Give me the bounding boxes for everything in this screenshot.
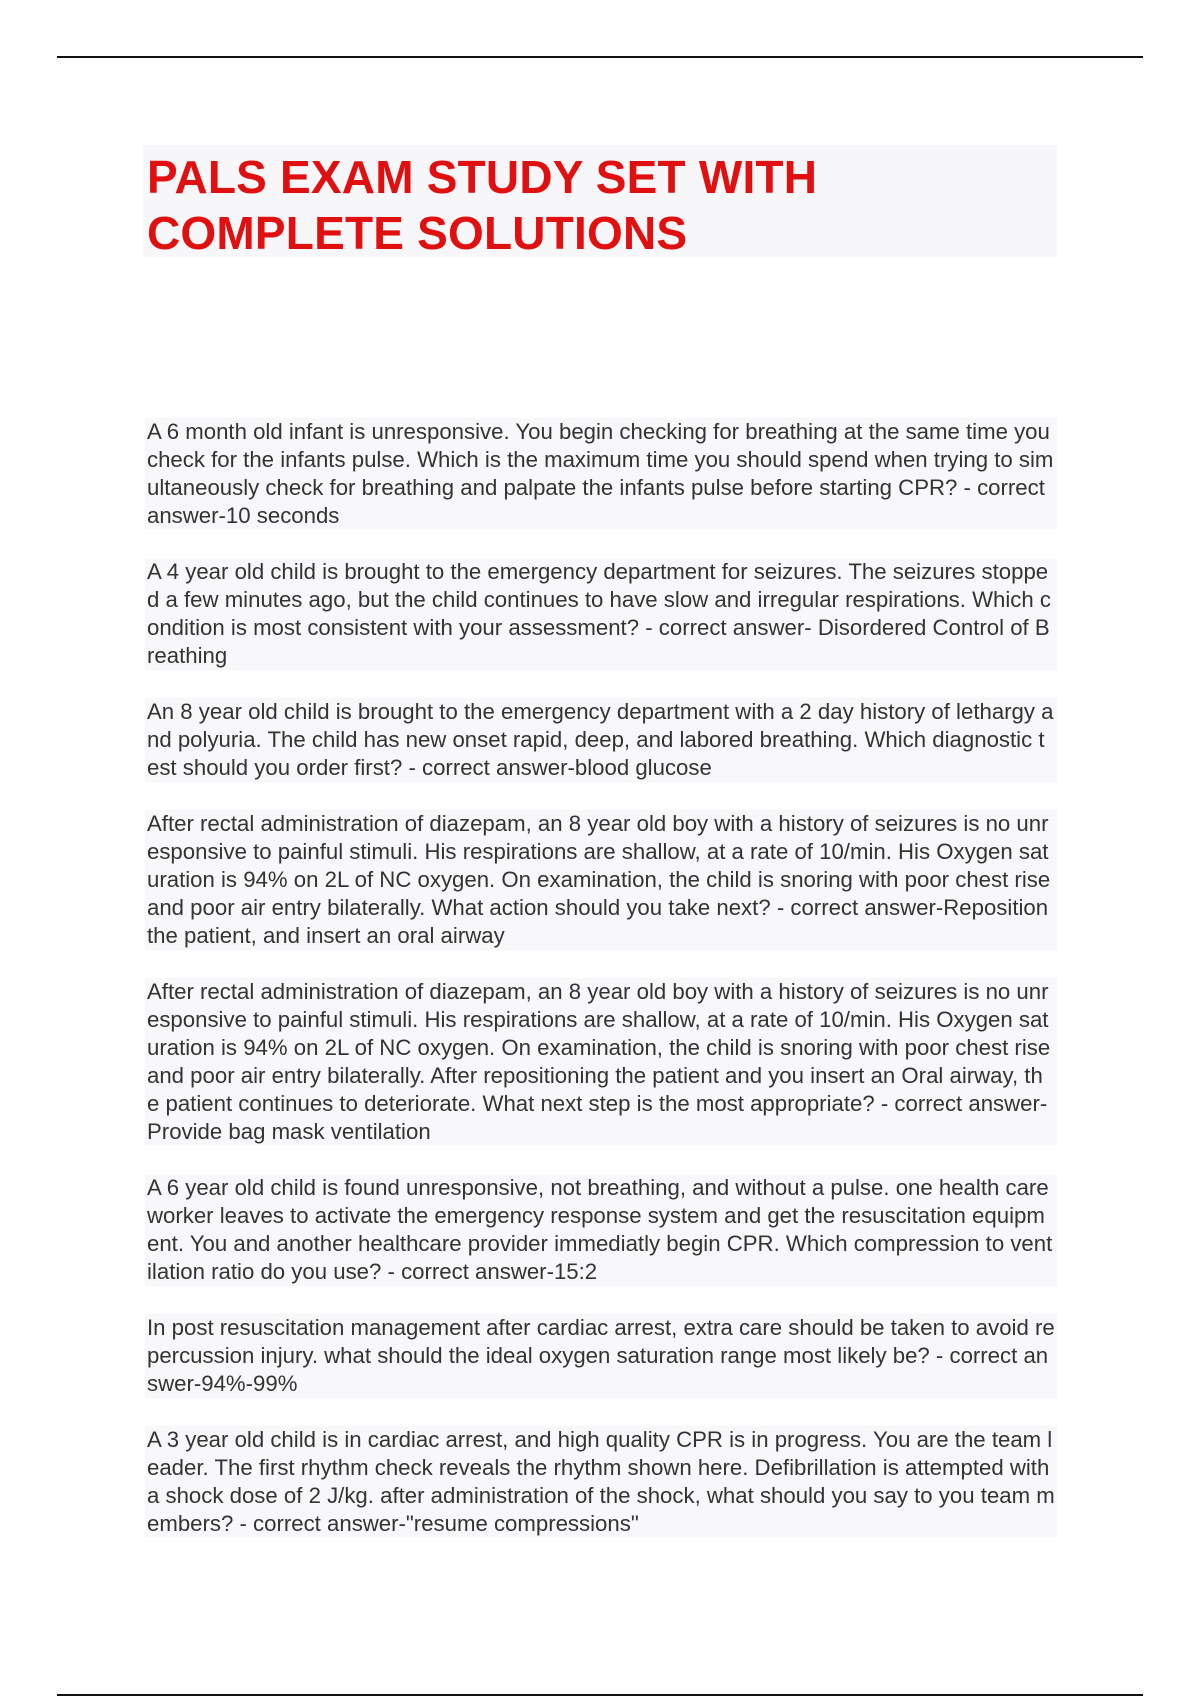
title-block [143, 145, 1057, 257]
question-answer-item: A 6 year old child is found unresponsive, not breathing, and without a pulse. one health care worker leaves to activate the emergency response system and get the resuscitation equipment. You and another healthcare provider immediatly begin CPR. Which compression to ventilation ratio do you use? - correct answer-15:2 [145, 1174, 1057, 1286]
top-rule [57, 56, 1143, 58]
question-answer-item: A 6 month old infant is unresponsive. You begin checking for breathing at the same time you check for the infants pulse. Which is the maximum time you should spend when trying to simultaneously check for breathing and palpate the infants pulse before starting CPR? - correct answer-10 seconds [145, 418, 1057, 530]
bottom-rule [57, 1694, 1143, 1696]
question-answer-item: A 4 year old child is brought to the emergency department for seizures. The seizures stopped a few minutes ago, but the child continues to have slow and irregular respirations. Which condition is most consistent with your assessment? - correct answer- Disordered Control of Breathing [145, 558, 1057, 670]
document-title: PALS EXAM STUDY SET WITH COMPLETE SOLUTIONS [147, 151, 818, 259]
question-answer-item: An 8 year old child is brought to the emergency department with a 2 day history of lethargy and polyuria. The child has new onset rapid, deep, and labored breathing. Which diagnostic test should you order first? - correct answer-blood glucose [145, 698, 1057, 782]
question-list [145, 396, 1057, 1566]
question-answer-item: After rectal administration of diazepam, an 8 year old boy with a history of seizures is no unresponsive to painful stimuli. His respirations are shallow, at a rate of 10/min. His Oxygen saturation is 94% on 2L of NC oxygen. On examination, the child is snoring with poor chest rise and poor air entry bilaterally. What action should you take next? - correct answer-Reposition the patient, and insert an oral airway [145, 810, 1057, 950]
question-answer-item: A 3 year old child is in cardiac arrest, and high quality CPR is in progress. You are the team leader. The first rhythm check reveals the rhythm shown here. Defibrillation is attempted with a shock dose of 2 J/kg. after administration of the shock, what should you say to you team members? - correct answer-"resume compressions" [145, 1426, 1057, 1538]
question-answer-item: After rectal administration of diazepam, an 8 year old boy with a history of seizures is no unresponsive to painful stimuli. His respirations are shallow, at a rate of 10/min. His Oxygen saturation is 94% on 2L of NC oxygen. On examination, the child is snoring with poor chest rise and poor air entry bilaterally. After repositioning the patient and you insert an Oral airway, the patient continues to deteriorate. What next step is the most appropriate? - correct answer-Provide bag mask ventilation [145, 978, 1057, 1146]
question-answer-item: In post resuscitation management after cardiac arrest, extra care should be taken to avoid repercussion injury. what should the ideal oxygen saturation range most likely be? - correct answer-94%-99% [145, 1314, 1057, 1398]
